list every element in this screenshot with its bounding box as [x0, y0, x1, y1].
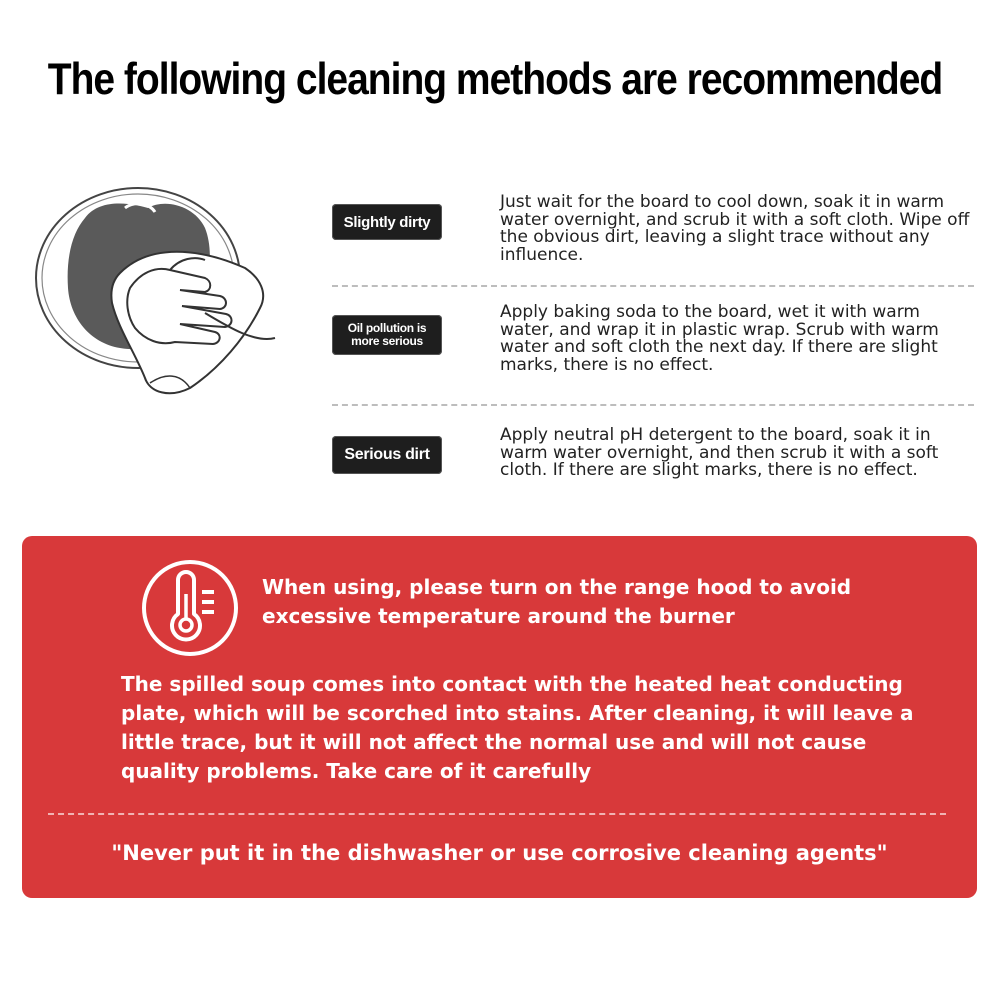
- divider: [332, 404, 974, 406]
- divider: [332, 285, 974, 287]
- badge-line: Oil pollution is: [347, 321, 427, 335]
- cleaning-hand-illustration: [30, 178, 280, 408]
- page-title: The following cleaning methods are recommended: [47, 54, 943, 105]
- notice-body-text: The spilled soup comes into contact with the heated heat conducting plate, which will be scorched into stains. After cleaning, it will leave a little trace, but it will not affect the normal use and will not cause quality problems. Take care of it carefully: [121, 672, 914, 783]
- thermometer-icon: [140, 558, 240, 658]
- badge-oil-pollution: [332, 315, 442, 355]
- notice-panel: [22, 536, 977, 898]
- badge-serious-dirt: Serious dirt: [332, 436, 442, 474]
- method-description: Apply neutral pH detergent to the board, soak it in warm water overnight, and then scrub it with a soft cloth. If there are slight marks, there is no effect.: [500, 425, 939, 480]
- method-description: Just wait for the board to cool down, soak it in warm water overnight, and scrub it with a soft cloth. Wipe off the obvious dirt, leaving a slight trace without any influence.: [500, 192, 970, 265]
- method-description: Apply baking soda to the board, wet it with warm water, and wrap it in plastic wrap. Scrub with warm water and soft cloth the next day. If there are slight marks, there is no effect.: [500, 302, 939, 375]
- badge-slightly-dirty: Slightly dirty: [332, 204, 442, 240]
- dishwasher-warning: "Never put it in the dishwasher or use corrosive cleaning agents": [111, 841, 888, 865]
- warning-text: When using, please turn on the range hood to avoid excessive temperature around the burner: [262, 575, 852, 628]
- panel-divider: [48, 813, 946, 815]
- badge-line: more serious: [351, 334, 423, 348]
